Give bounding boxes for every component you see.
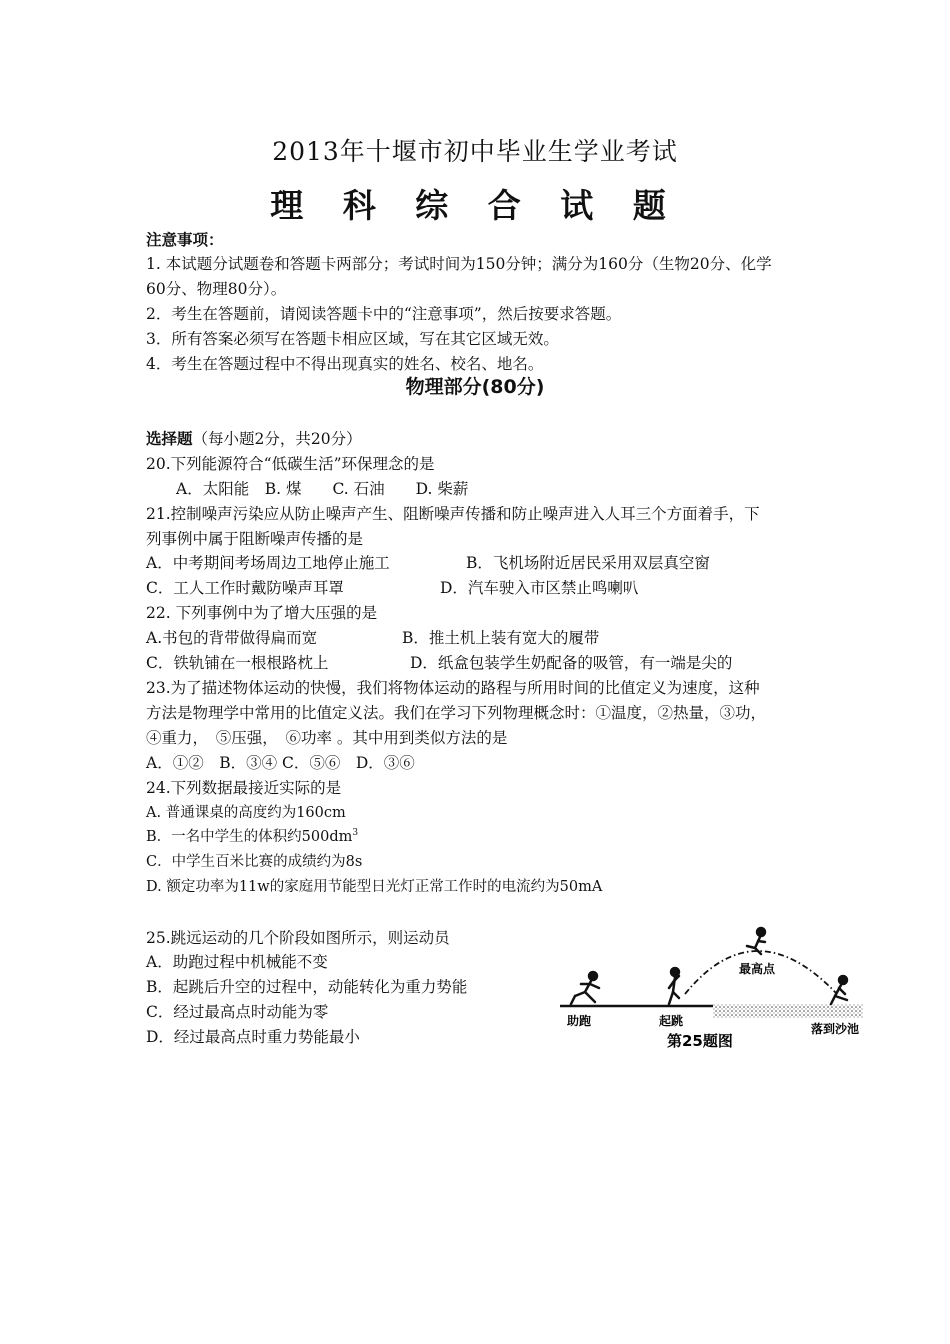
q22-option-c: C．铁轨铺在一根根路枕上	[146, 654, 329, 672]
q22-stem: 22. 下列事例中为了增大压强的是	[146, 604, 378, 622]
q21-option-a: A．中考期间考场周边工地停止施工	[146, 554, 390, 572]
note-4: 4．考生在答题过程中不得出现真实的姓名、校名、地名。	[146, 355, 544, 373]
label-run: 助跑	[567, 1014, 592, 1028]
q24-option-b: B．一名中学生的体积约500dm	[146, 829, 353, 845]
notes-heading: 注意事项：	[146, 231, 224, 249]
figure-caption: 第25题图	[667, 1032, 733, 1050]
long-jump-figure	[555, 918, 875, 1058]
sand-pit	[713, 1004, 863, 1018]
q21-stem-2: 列事例中属于阻断噪声传播的是	[146, 530, 364, 548]
choice-heading-note: （每小题2分，共20分）	[192, 430, 362, 448]
q21-stem-1: 21.控制噪声污染应从防止噪声产生、阻断噪声传播和防止噪声进入人耳三个方面着手，下	[146, 505, 760, 523]
q24-option-c: C．中学生百米比赛的成绩约为8s	[146, 854, 363, 870]
q25-option-c: C．经过最高点时动能为零	[146, 1003, 329, 1021]
q21-option-c: C．工人工作时戴防噪声耳罩	[146, 579, 344, 597]
q20-options: A．太阳能 B. 煤 C. 石油 D. 柴薪	[176, 480, 469, 498]
q24-option-b-sup: 3	[352, 828, 359, 839]
q25-option-d: D．经过最高点时重力势能最小	[146, 1028, 360, 1046]
q23-stem-2: 方法是物理学中常用的比值定义法。我们在学习下列物理概念时：①温度，②热量，③功，	[146, 704, 767, 722]
exam-title: 2013年十堰市初中毕业生学业考试	[272, 137, 678, 166]
takeoff-icon	[669, 968, 679, 1004]
q21-option-b: B．飞机场附近居民采用双层真空窗	[466, 554, 710, 572]
q23-options: A．①② B．③④ C．⑤⑥ D．③⑥	[146, 754, 415, 772]
section-title: 物理部分(80分)	[405, 376, 545, 398]
note-3: 3．所有答案必须写在答题卡相应区域，写在其它区域无效。	[146, 330, 559, 348]
q24-option-b-line	[146, 825, 358, 846]
label-jump: 起跳	[659, 1014, 684, 1028]
label-top: 最高点	[739, 962, 776, 976]
q22-option-a: A.书包的背带做得扁而宽	[146, 629, 318, 647]
q25-option-b: B．起跳后升空的过程中，动能转化为重力势能	[146, 978, 468, 996]
exam-subtitle: 理 科 综 合 试 题	[270, 186, 680, 225]
q22-option-d: D．纸盒包装学生奶配备的吸管，有一端是尖的	[410, 654, 733, 672]
q25-stem: 25.跳远运动的几个阶段如图所示，则运动员	[146, 929, 450, 947]
landing-jumper-icon	[831, 976, 847, 1004]
choice-heading-line	[146, 427, 362, 449]
q22-option-b: B．推土机上装有宽大的履带	[402, 629, 600, 647]
q24-option-a: A. 普通课桌的高度约为160cm	[146, 805, 346, 821]
label-land: 落到沙池	[811, 1022, 860, 1036]
runner-icon	[571, 972, 599, 1004]
q23-stem-3: ④重力， ⑤压强， ⑥功率 。其中用到类似方法的是	[146, 729, 508, 747]
q21-option-d: D．汽车驶入市区禁止鸣喇叭	[440, 579, 639, 597]
q20-stem: 20.下列能源符合“低碳生活”环保理念的是	[146, 455, 435, 473]
q24-stem: 24.下列数据最接近实际的是	[146, 779, 342, 797]
q25-option-a: A．助跑过程中机械能不变	[146, 953, 328, 971]
note-1-cont: 60分、物理80分）。	[146, 280, 287, 298]
note-1: 1. 本试题分试题卷和答题卡两部分；考试时间为150分钟；满分为160分（生物20分、化学	[146, 255, 772, 273]
choice-heading: 选择题	[146, 430, 193, 448]
peak-jumper-icon	[747, 928, 765, 954]
note-2: 2．考生在答题前，请阅读答题卡中的“注意事项”，然后按要求答题。	[146, 305, 622, 323]
q23-stem-1: 23.为了描述物体运动的快慢，我们将物体运动的路程与所用时间的比值定义为速度，这种	[146, 679, 760, 697]
q24-option-d: D. 额定功率为11w的家庭用节能型日光灯正常工作时的电流约为50mA	[146, 879, 603, 895]
